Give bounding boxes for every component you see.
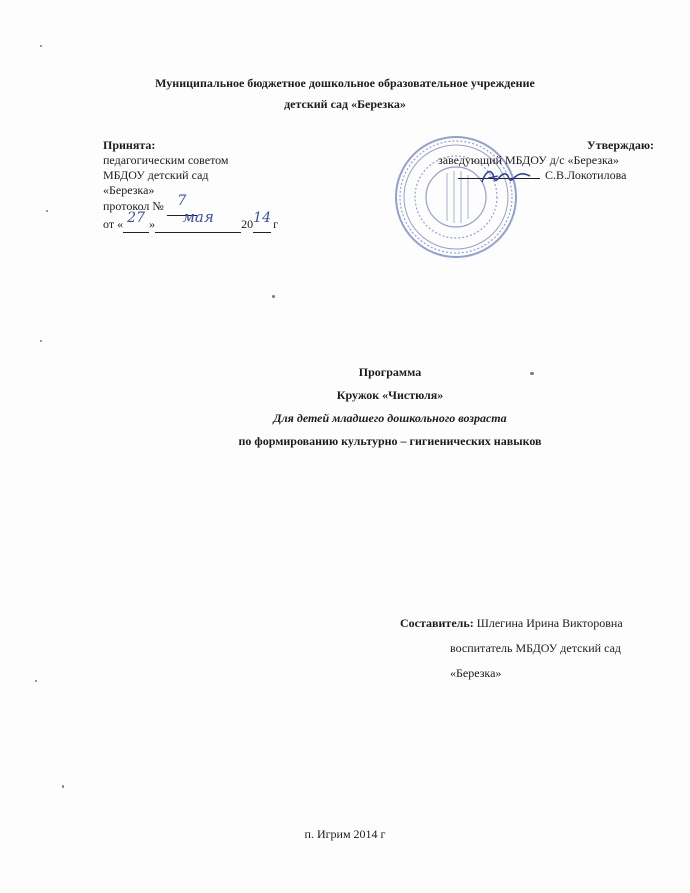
year-suffix: 14	[253, 210, 271, 226]
year-unit: г	[273, 217, 279, 231]
approved-name: С.В.Локотилова	[545, 168, 627, 182]
signature-field	[458, 178, 540, 179]
scan-speck	[40, 45, 42, 47]
accepted-line-3: «Березка»	[103, 183, 155, 197]
accepted-line-2: МБДОУ детский сад	[103, 168, 209, 182]
author-role: воспитатель МБДОУ детский сад	[450, 641, 621, 655]
year-suffix-field	[253, 210, 271, 233]
approved-position: заведующий МБДОУ д/с «Березка»	[438, 153, 619, 167]
footer-place-year: п. Игрим 2014 г	[304, 827, 386, 841]
date-prefix: от «	[103, 217, 124, 231]
date-month-field	[155, 208, 241, 233]
scan-speck	[272, 295, 275, 298]
author-name: Шлегина Ирина Викторовна	[473, 616, 623, 630]
date-day: 27	[127, 210, 145, 226]
scan-speck	[46, 210, 48, 212]
approved-signature-line	[458, 168, 626, 183]
author-line	[400, 616, 623, 631]
protocol-number: 7	[177, 193, 187, 209]
scan-speck	[35, 680, 37, 682]
author-org: «Березка»	[450, 666, 502, 680]
date-line	[103, 208, 279, 233]
accepted-title: Принята:	[103, 138, 156, 152]
signature-image	[478, 166, 538, 188]
scan-speck	[62, 785, 64, 788]
author-label: Составитель:	[400, 616, 474, 630]
date-mid: »	[149, 217, 156, 231]
year-prefix: 20	[241, 217, 254, 231]
program-subject: по формированию культурно – гигиенических навыков	[238, 434, 542, 448]
accepted-line-1: педагогическим советом	[103, 153, 229, 167]
institution-name: Муниципальное бюджетное дошкольное образовательное учреждение	[155, 76, 535, 90]
date-month: мая	[182, 208, 214, 226]
scan-speck	[40, 340, 42, 342]
program-audience: Для детей младшего дошкольного возраста	[273, 411, 507, 425]
approved-title: Утверждаю:	[586, 138, 654, 152]
scan-speck	[530, 372, 534, 375]
institution-subtitle: детский сад «Березка»	[284, 97, 406, 111]
program-club-name: Кружок «Чистюля»	[336, 388, 444, 402]
protocol-prefix: протокол №	[103, 199, 164, 213]
program-title: Программа	[358, 365, 422, 379]
date-day-field	[123, 210, 149, 233]
